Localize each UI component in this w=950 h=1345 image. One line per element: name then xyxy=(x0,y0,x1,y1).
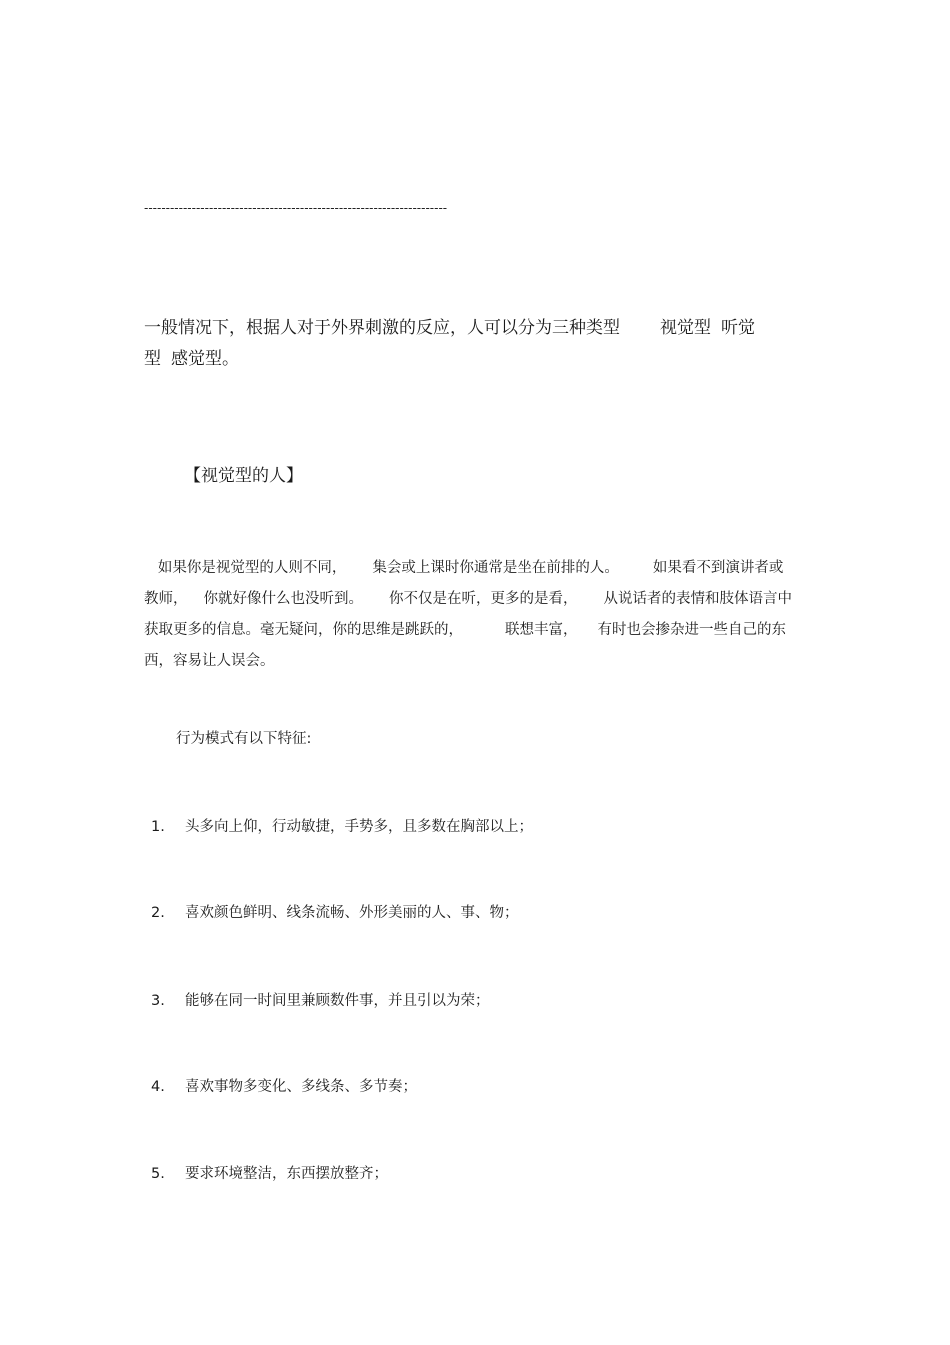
list-text: 要求环境整洁，东西摆放整齐； xyxy=(185,1166,388,1182)
type-auditory-a: 听觉 xyxy=(721,318,755,338)
paragraph-segment: 从说话者的表情和肢体语言中 xyxy=(603,591,792,607)
paragraph-line-3 xyxy=(144,615,804,646)
list-text: 能够在同一时间里兼顾数件事，并且引以为荣； xyxy=(185,993,490,1009)
list-number: 5. xyxy=(151,1166,165,1182)
body-paragraph xyxy=(144,553,804,677)
paragraph-line-4 xyxy=(144,646,804,677)
list-item xyxy=(151,989,490,1010)
traits-title: 行为模式有以下特征: xyxy=(176,731,312,747)
list-number: 2. xyxy=(151,905,165,921)
paragraph-segment: 你不仅是在听，更多的是看， xyxy=(389,591,578,607)
list-item xyxy=(151,815,533,836)
paragraph-segment: 如果你是视觉型的人则不同， xyxy=(157,560,347,576)
list-text: 喜欢颜色鲜明、线条流畅、外形美丽的人、事、物； xyxy=(185,905,519,921)
paragraph-segment: 联想丰富， xyxy=(505,622,578,638)
list-number: 3. xyxy=(151,993,165,1009)
paragraph-segment: 你就好像什么也没听到。 xyxy=(203,591,363,607)
paragraph-line-2 xyxy=(144,584,804,615)
section-heading: 【视觉型的人】 xyxy=(184,466,303,486)
list-item xyxy=(151,1162,388,1183)
list-item xyxy=(151,901,519,922)
type-kinesthetic: 感觉型。 xyxy=(171,349,239,369)
list-text: 头多向上仰，行动敏捷，手势多，且多数在胸部以上； xyxy=(185,819,533,835)
paragraph-segment: 教师， xyxy=(144,591,188,607)
paragraph-segment: 获取更多的信息。毫无疑问，你的思维是跳跃的， xyxy=(144,622,463,638)
dashed-divider: ---------------------------------------------------------------------- xyxy=(144,201,448,215)
type-visual: 视觉型 xyxy=(660,318,711,338)
list-number: 1. xyxy=(151,819,165,835)
paragraph-segment: 集会或上课时你通常是坐在前排的人。 xyxy=(372,560,619,576)
intro-text: 一般情况下，根据人对于外界刺激的反应，人可以分为三种类型 xyxy=(144,318,620,338)
paragraph-segment: 如果看不到演讲者或 xyxy=(652,560,784,576)
type-auditory-b: 型 xyxy=(144,349,161,369)
list-item xyxy=(151,1075,417,1096)
intro-paragraph xyxy=(144,313,814,375)
paragraph-line-1 xyxy=(144,553,804,584)
paragraph-segment: 有时也会掺杂进一些自己的东 xyxy=(597,622,786,638)
list-number: 4. xyxy=(151,1079,165,1095)
list-text: 喜欢事物多变化、多线条、多节奏； xyxy=(185,1079,417,1095)
paragraph-segment: 西，容易让人误会。 xyxy=(144,653,275,669)
